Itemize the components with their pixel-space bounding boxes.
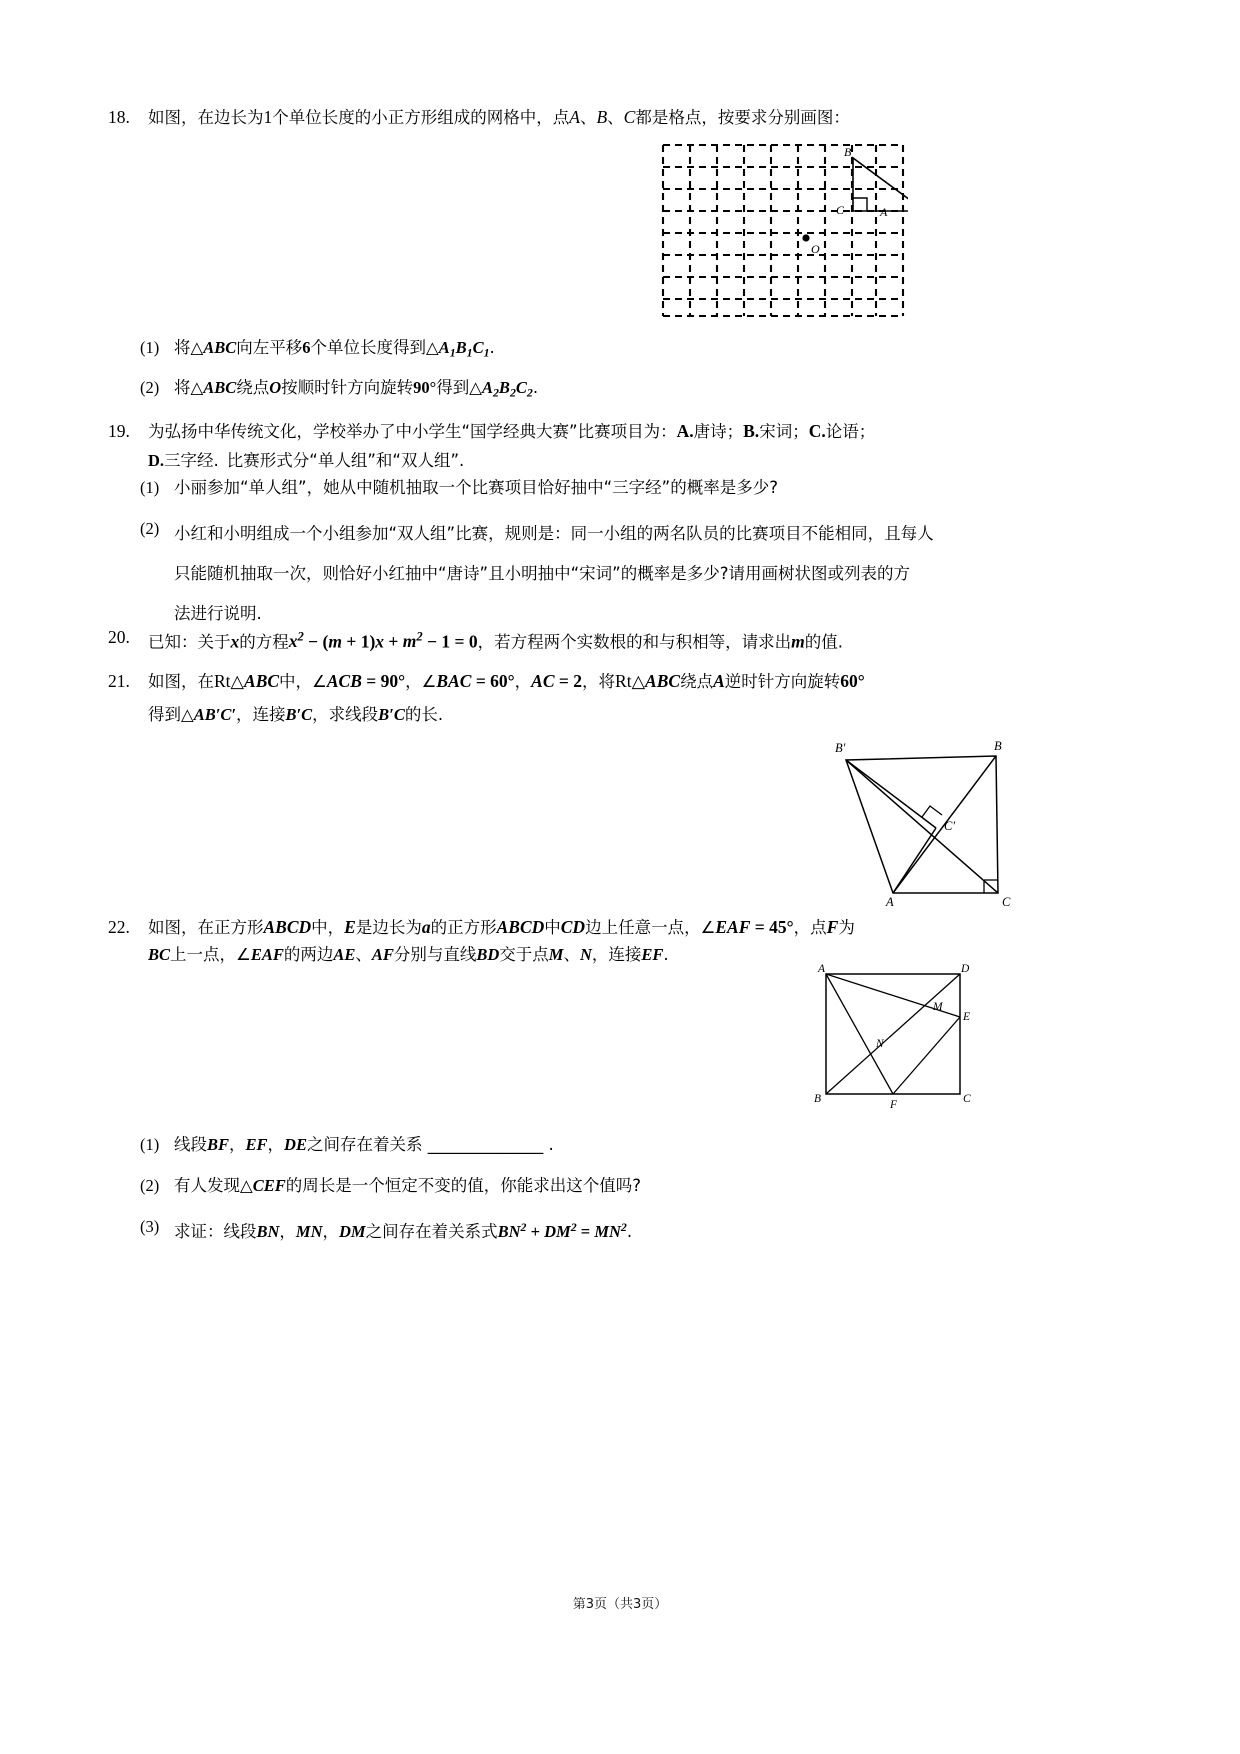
p22-l2-bc: BC <box>148 945 171 964</box>
p22s3-bn2: $BN^2$ <box>497 1220 527 1241</box>
p21-t2: 中，∠ <box>279 672 327 691</box>
problem-19-sub-2-line-3: 法进行说明. <box>174 604 262 623</box>
p22-deg: ° <box>786 917 794 937</box>
p19-opt-c-text: 论语； <box>825 422 876 441</box>
s18a-t3: 个单位长度得到△ <box>310 338 439 357</box>
problem-18 <box>108 102 1118 133</box>
segment-cprime-a <box>893 828 936 893</box>
p22s3-plus: + <box>526 1221 545 1241</box>
p21-l2-t3: ，求线段 <box>312 705 379 724</box>
triangle-abc <box>853 158 908 211</box>
p22-l2-t6: 交于点 <box>499 945 549 964</box>
problem-19-line2 <box>148 446 464 476</box>
problem-18-sub-1-text <box>174 333 495 367</box>
p21-abc1: ABC <box>244 671 280 691</box>
p22-l2-t8: ，连接 <box>591 945 642 964</box>
problem-19-sub-1-text: 小丽参加“单人组”，她从中随机抽取一个比赛项目恰好抽中“三字经”的概率是多少? <box>174 478 778 497</box>
diagonal-bd <box>826 974 960 1094</box>
p19-opt-d-text: 三字经. <box>164 451 219 470</box>
problem-22-sub-3-label: (3) <box>140 1217 160 1236</box>
p19-line1: 为弘扬中华传统文化，学校举办了中小学生“国学经典大赛”比赛项目为： <box>148 422 677 441</box>
p20-eq-plus1: + 1) <box>341 631 376 652</box>
s18a-t4: . <box>489 338 495 357</box>
p22-l2-t7: 、 <box>563 945 580 964</box>
p21-t6: 绕点 <box>680 672 714 691</box>
problem-18-stem <box>148 102 850 133</box>
sep-1: 、 <box>579 108 597 127</box>
fig21-label-Bprime: B′ <box>835 741 846 755</box>
problem-22-sub-3 <box>140 1212 940 1247</box>
grid-label-A: A <box>880 205 888 219</box>
p22s3-t5: . <box>626 1221 633 1241</box>
p21-tri2: △ <box>631 671 646 691</box>
p21-bac: BAC <box>436 671 472 691</box>
p22s3-t1: 求证：线段 <box>174 1221 257 1241</box>
p22s1-t3: ， <box>267 1135 285 1154</box>
p20-m: m <box>791 631 805 652</box>
p19-opt-c: C. <box>808 421 826 441</box>
p19-opt-d: D. <box>148 451 165 470</box>
p22-cd: CD <box>560 917 586 937</box>
p21-rt: Rt <box>214 671 231 691</box>
fig22-label-B: B <box>814 1093 822 1105</box>
p22-l2-t3: 的两边 <box>283 945 334 964</box>
problem-22-inner-lines <box>826 974 960 1094</box>
problem-19-sub-2-line-2: 只能随机抽取一次，则恰好小红抽中“唐诗”且小明抽中“宋词”的概率是多少?请用画树状图或列表的方 <box>174 564 910 583</box>
s18b-t4: 得到△ <box>436 378 482 397</box>
p22s1-t2: ， <box>229 1135 246 1154</box>
p22-abcd2: ABCD <box>496 917 545 937</box>
p20-x: x <box>230 631 240 652</box>
p22s2-t2: 的周长是一个恒定不变的值，你能求出这个值吗? <box>285 1176 641 1195</box>
problem-21-number: 21. <box>108 671 130 691</box>
right-angle-mark <box>853 198 867 211</box>
p22s1-bf: BF <box>207 1135 230 1154</box>
problem-22-sub-1-label: (1) <box>140 1135 160 1154</box>
p22-t7: ，点 <box>793 918 827 937</box>
problem-19-stem <box>148 416 1113 447</box>
p21-rt2: Rt <box>615 671 632 691</box>
p22-l2-eaf: EAF <box>250 945 284 964</box>
problem-19-sub-1-label: (1) <box>140 478 160 497</box>
fig21-label-Cprime: C′ <box>944 819 956 833</box>
p22-l2-af: AF <box>371 945 394 964</box>
p22-e: E <box>344 917 356 937</box>
p21-a: A <box>713 671 725 691</box>
p20-t1: 已知：关于 <box>148 632 231 652</box>
p21-t7: 逆时针方向旋转 <box>724 672 841 691</box>
p22-t3: 是边长为 <box>355 918 422 937</box>
problem-22 <box>108 912 1128 943</box>
p20-eq-m2: $m^2$ <box>402 630 423 652</box>
p21-eq2: = 2 <box>554 671 583 691</box>
p21-bpc: B′C <box>285 705 313 724</box>
problem-22-number: 22. <box>108 917 130 937</box>
p22s3-mn2: $MN^2$ <box>594 1220 627 1241</box>
grid-label-C: C <box>836 203 845 217</box>
p19-opt-b-text: 宋词； <box>759 422 809 441</box>
p22s3-t3: ， <box>322 1221 340 1241</box>
p22-t4: 的正方形 <box>430 918 497 937</box>
p21-abc2: ABC <box>645 671 681 691</box>
problem-22-sub-2-text <box>174 1171 641 1201</box>
problem-18-sub-2-label: (2) <box>140 378 160 397</box>
p20-eq-x2: x <box>375 631 385 652</box>
problem-19-sub-2-label: (2) <box>140 519 160 538</box>
point-b-label: B <box>596 107 608 127</box>
p22s3-t4: 之间存在着关系式 <box>365 1221 498 1241</box>
p21-deg3: ° <box>857 671 865 691</box>
stem-text-3: 都是格点，按要求分别画图： <box>635 108 850 127</box>
p22-l2-t9: . <box>663 945 669 964</box>
p22-l2-bd: BD <box>476 945 500 964</box>
problem-22-sub-1 <box>140 1130 940 1160</box>
problem-22-sub-2-label: (2) <box>140 1176 160 1195</box>
p22-t8: 为 <box>838 918 855 937</box>
segment-bprime-cprime <box>846 760 936 828</box>
point-o-dot <box>802 234 809 241</box>
s18b-t5: . <box>532 378 539 397</box>
problem-20 <box>108 622 1118 657</box>
p21-l2-t1: 得到△ <box>148 705 194 724</box>
p20-t3: ，若方程两个实数根的和与积相等，请求出 <box>477 632 792 652</box>
p22s3-t2: ， <box>279 1221 296 1241</box>
problem-22-line2 <box>148 940 669 970</box>
s18b-deg: ° <box>429 378 437 397</box>
s18b-o: O <box>269 378 282 397</box>
p21-n60: 60 <box>840 671 858 691</box>
problem-19-sub-2-line-1: 小红和小明组成一个小组参加“双人组”比赛，规则是：同一小组的两名队员的比赛项目不能相同，且每人 <box>174 524 934 543</box>
p21-l2-t4: 的长. <box>404 705 444 724</box>
p21-deg1: ° <box>398 671 406 691</box>
p21-l2-t2: ，连接 <box>236 705 286 724</box>
s18b-n90: 90 <box>413 378 430 397</box>
p20-eq: $x^2$ <box>288 630 304 652</box>
p22-l2-t4: 、 <box>355 945 372 964</box>
problem-22-figure <box>808 962 988 1112</box>
problem-22-sub-1-text <box>174 1130 554 1160</box>
p20-eq-minus: − ( <box>303 631 329 652</box>
problem-19-sub-2 <box>140 514 1100 634</box>
fig21-label-B: B <box>994 739 1002 753</box>
p21-ac: AC <box>531 671 555 691</box>
p19-opt-b: B. <box>743 421 760 441</box>
problem-20-number: 20. <box>108 627 130 647</box>
p22-l2-ae: AE <box>333 945 356 964</box>
problem-18-sub-2-text <box>174 373 538 407</box>
right-angle-mark-cprime <box>922 806 942 817</box>
problem-21-figure-svg <box>818 738 1028 908</box>
p20-t2: 的方程 <box>239 632 289 652</box>
p20-t4: 的值. <box>804 632 844 652</box>
s18a-res: $A_1B_1C_1$ <box>438 338 490 360</box>
p22-l2-n: N <box>579 945 592 964</box>
p21-t5: ，将 <box>582 672 616 691</box>
p21-deg2: ° <box>507 671 515 691</box>
fig22-label-E: E <box>963 1011 971 1023</box>
problem-18-number: 18. <box>108 107 130 127</box>
problem-21-line2 <box>148 700 443 730</box>
problem-22-stem <box>148 912 1123 943</box>
p22-t5: 中 <box>544 918 561 937</box>
p22s1-ef: EF <box>245 1135 268 1154</box>
p22-l2-t5: 分别与直线 <box>393 945 477 964</box>
stem-text-2: 个单位长度的小正方形组成的网格中，点 <box>272 108 570 127</box>
p22-l2-ef: EF <box>641 945 664 964</box>
p22s1-de: DE <box>284 1135 307 1154</box>
p22s2-cef: CEF <box>252 1176 286 1195</box>
p21-eq90: = 90 <box>361 671 399 691</box>
p22s2-t1: 有人发现△ <box>174 1176 253 1195</box>
p19-opt-a: A. <box>676 421 694 441</box>
s18a-t2: 向左平移 <box>236 338 303 357</box>
p21-bpc2: B′C <box>378 705 405 724</box>
problem-18-grid-figure <box>658 140 908 320</box>
point-a-label: A <box>569 107 580 127</box>
p22s1-t1: 线段 <box>174 1135 207 1154</box>
p22s1-t4: 之间存在着关系 ______________ . <box>306 1135 554 1154</box>
problem-21-stem <box>148 666 1123 697</box>
fig22-label-A: A <box>818 963 826 975</box>
p19-line2-tail: 比赛形式分“单人组”和“双人组”. <box>226 451 465 470</box>
point-c-label: C <box>623 107 636 127</box>
p22-l2-t2: 上一点，∠ <box>170 945 251 964</box>
fig22-label-C: C <box>963 1093 971 1105</box>
p22s3-eq: = <box>576 1221 595 1241</box>
p20-eq-m: m <box>328 631 342 652</box>
problem-22-figure-svg <box>808 962 988 1112</box>
problem-19-number: 19. <box>108 421 130 441</box>
p22-abcd1: ABCD <box>263 917 312 937</box>
problem-22-sub-2 <box>140 1171 940 1201</box>
p22-eq45: = 45 <box>750 917 787 937</box>
p20-eq-minus1: − 1 = 0 <box>422 631 478 652</box>
problem-19-sub-2-body <box>174 514 1094 634</box>
grid-figure-svg <box>658 140 908 320</box>
p22s3-bn: BN <box>256 1221 280 1241</box>
problem-22-sub-3-text <box>174 1212 632 1247</box>
s18b-res: $A_2B_2C_2$ <box>481 378 533 400</box>
p21-t3: ，∠ <box>405 672 437 691</box>
p22-t2: 中， <box>311 918 345 937</box>
s18b-t3: 按顺时针方向旋转 <box>281 378 414 397</box>
p22s3-dm: DM <box>339 1221 366 1241</box>
s18b-t2: 绕点 <box>236 378 270 397</box>
fig22-label-N: N <box>876 1038 884 1050</box>
grid-label-B: B <box>844 145 852 159</box>
p21-tri1: △ <box>230 671 245 691</box>
problem-21-figure <box>818 738 1028 908</box>
p21-t4: ， <box>514 672 532 691</box>
problem-21 <box>108 666 1128 697</box>
segment-ef <box>893 1017 960 1094</box>
p22-f: F <box>826 917 839 937</box>
problem-19 <box>108 416 1118 447</box>
grid-label-O: O <box>811 242 820 256</box>
p21-acb: ACB <box>326 671 362 691</box>
sep-2: 、 <box>607 108 624 127</box>
s18a-n6: 6 <box>302 338 311 357</box>
s18a-t1: 将△ <box>174 338 204 357</box>
problem-18-sub-1 <box>140 333 840 367</box>
problem-19-sub-1 <box>140 473 1040 503</box>
p20-eq-plus: + <box>384 631 403 652</box>
problem-21-lines <box>846 756 998 893</box>
p22-a-small: a <box>421 917 431 937</box>
p22-t1: 如图，在正方形 <box>148 918 264 937</box>
fig21-label-C: C <box>1002 895 1011 908</box>
p21-t1: 如图，在 <box>148 672 214 691</box>
s18a-abc: ABC <box>203 338 237 357</box>
p22s3-dm2: $DM^2$ <box>544 1220 577 1241</box>
p22-t6: 边上任意一点，∠ <box>585 918 716 937</box>
stem-number-1: 1 <box>263 107 273 127</box>
fig22-label-F: F <box>890 1099 898 1111</box>
problem-18-sub-2 <box>140 373 840 407</box>
grid-lines <box>663 145 903 316</box>
p21-abcp: AB′C′ <box>193 705 237 724</box>
p22s3-mn: MN <box>295 1221 323 1241</box>
fig22-label-D: D <box>961 963 970 975</box>
p22-eaf: EAF <box>715 917 751 937</box>
problem-20-stem <box>148 622 843 657</box>
s18b-abc: ABC <box>203 378 237 397</box>
page-footer: 第3页（共3页） <box>572 1597 668 1612</box>
p19-opt-a-text: 唐诗； <box>693 422 744 441</box>
p22-l2-m: M <box>548 945 564 964</box>
problem-18-sub-1-label: (1) <box>140 338 160 357</box>
s18b-t1: 将△ <box>174 378 204 397</box>
stem-text-1: 如图，在边长为 <box>148 108 264 127</box>
fig22-label-M: M <box>933 1001 943 1013</box>
p21-eq60: = 60 <box>471 671 508 691</box>
fig21-label-A: A <box>886 895 894 908</box>
